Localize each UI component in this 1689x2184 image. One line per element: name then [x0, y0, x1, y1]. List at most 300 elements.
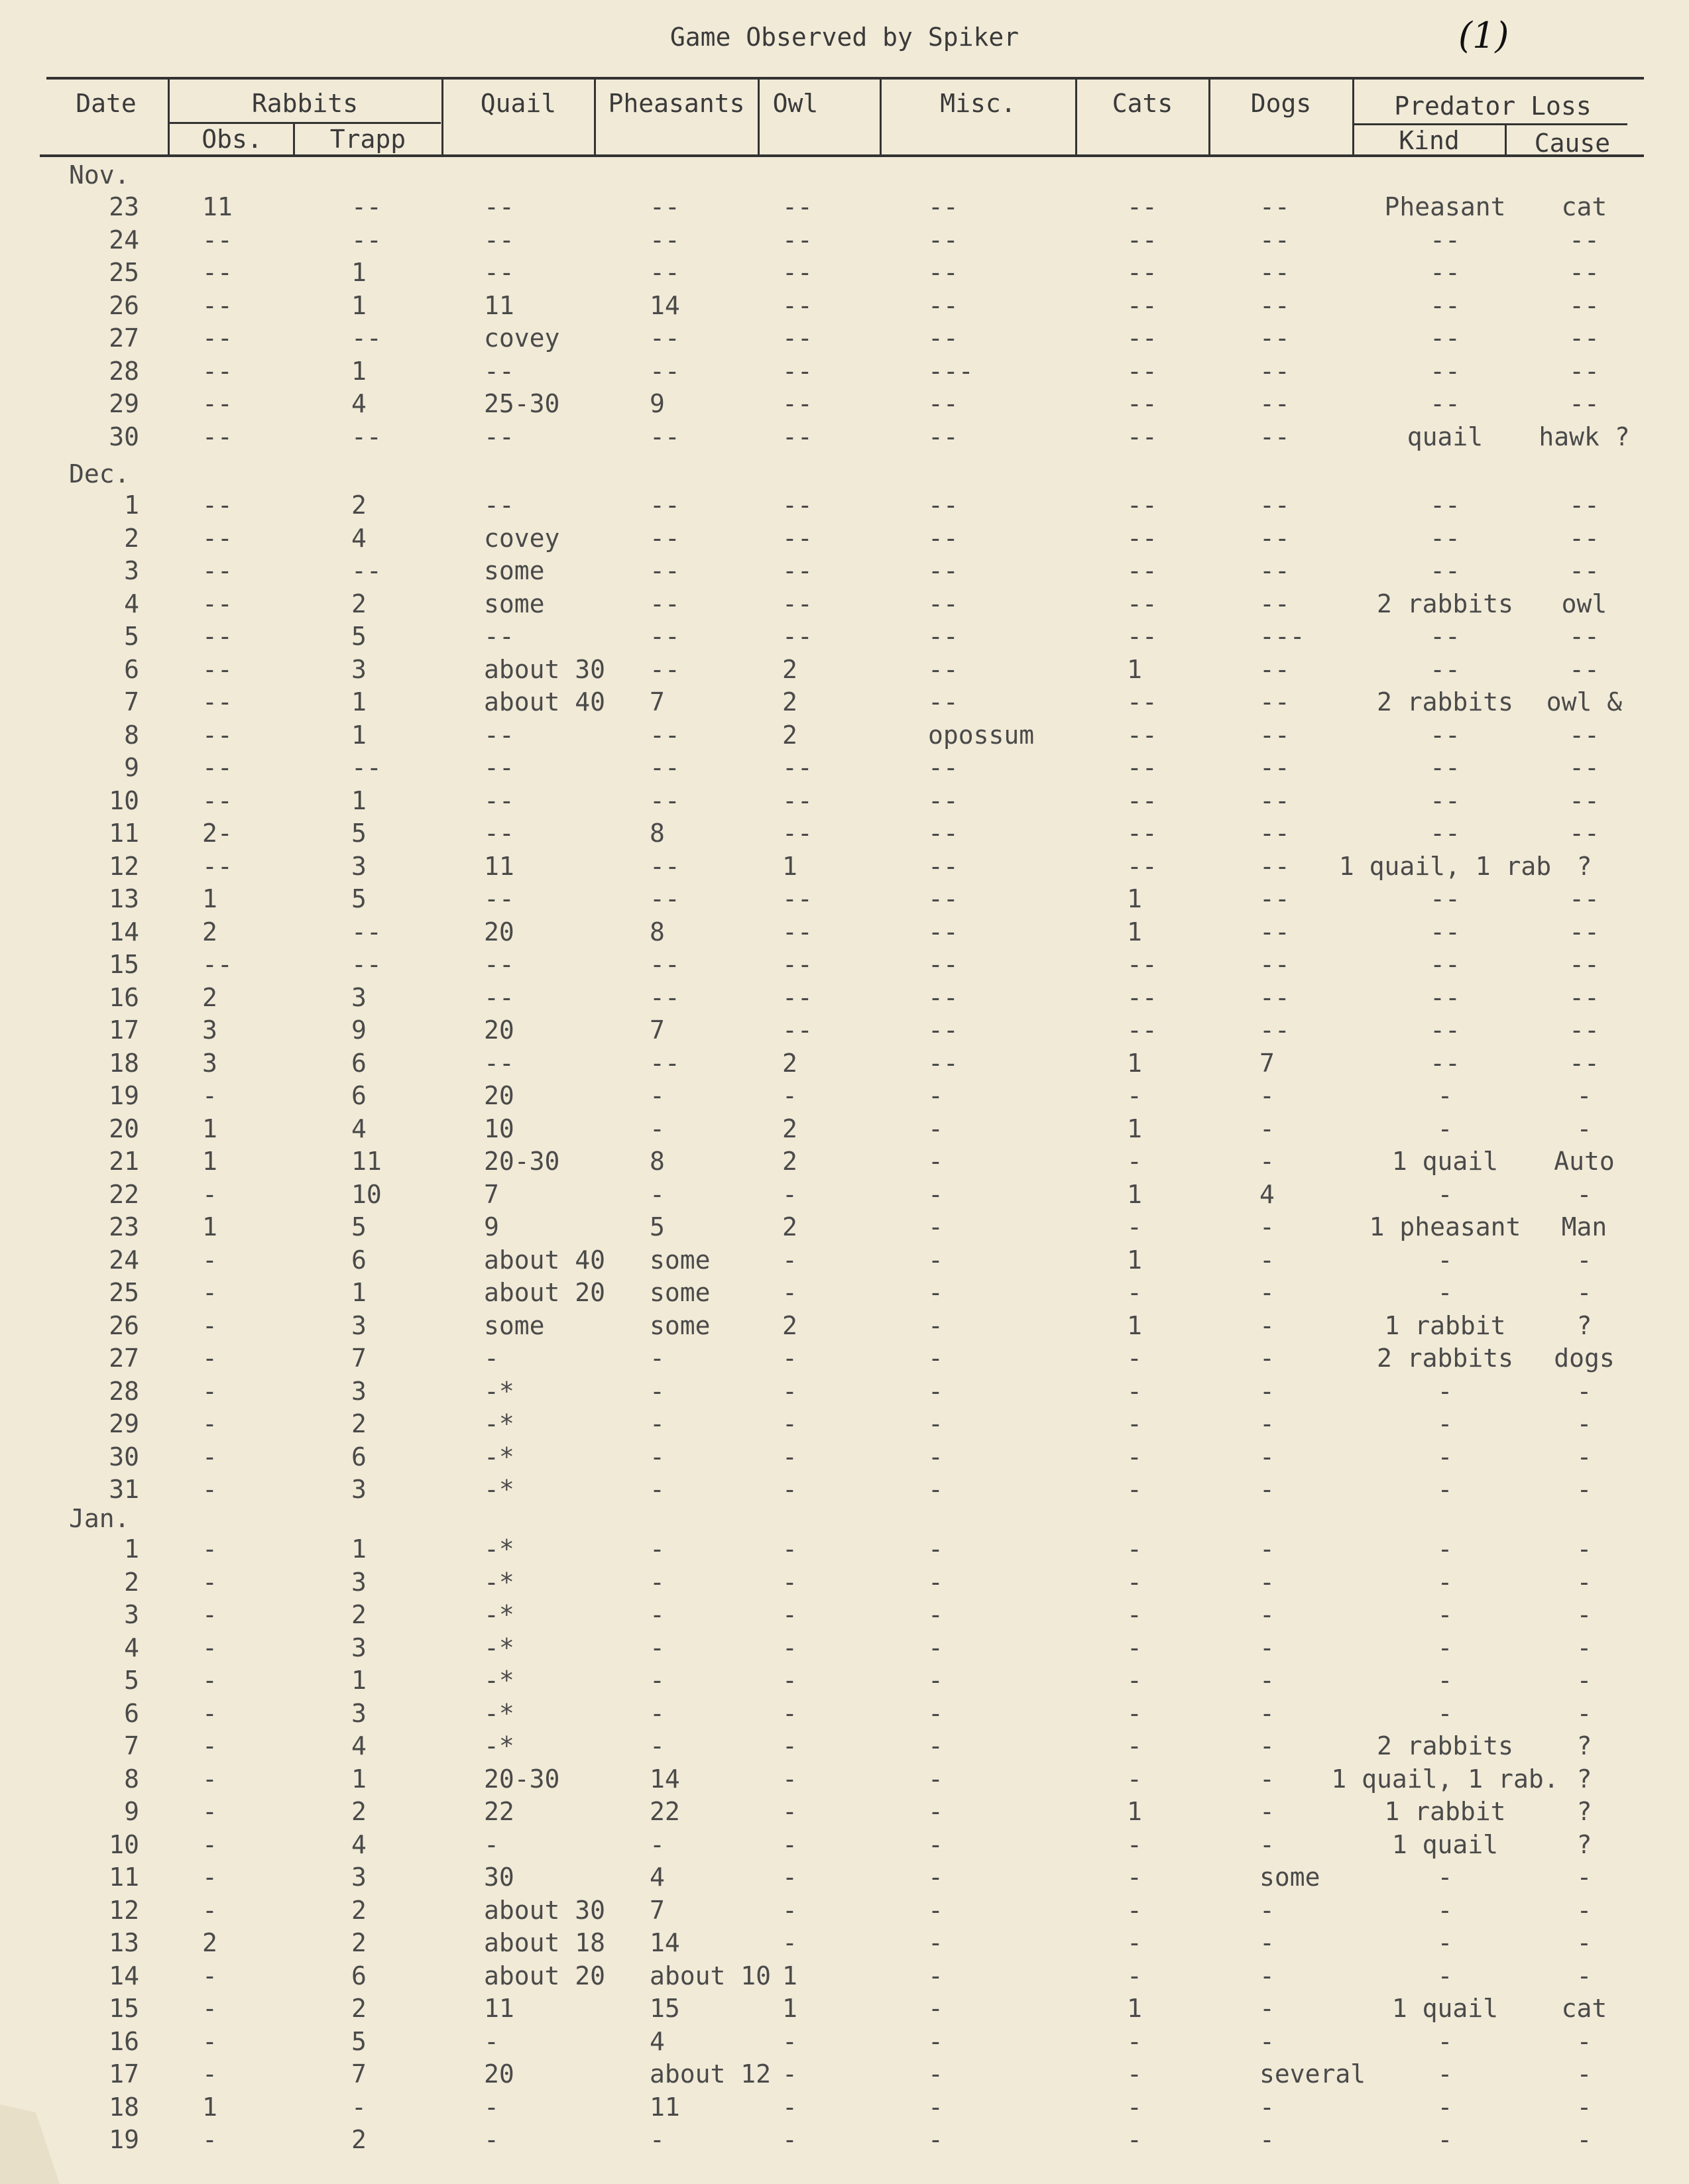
misc-cell: - [928, 1409, 943, 1438]
misc-cell: -- [928, 917, 959, 947]
table-row [0, 786, 1689, 818]
header-pheasants: Pheasants [608, 89, 745, 118]
table-row [0, 1409, 1689, 1441]
rabbits-obs-cell: - [202, 2026, 217, 2056]
date-cell: 6 [124, 654, 139, 684]
quail-cell: -* [484, 1409, 514, 1438]
pheasants-cell: - [650, 1442, 665, 1471]
quail-cell: 7 [484, 1179, 499, 1209]
loss-kind-cell: - [1437, 1633, 1453, 1662]
cats-cell: 1 [1127, 917, 1142, 947]
rabbits-obs-cell: -- [202, 356, 233, 386]
date-cell: 23 [109, 1212, 139, 1241]
rabbits-trapp-cell: 2 [351, 589, 367, 618]
date-cell: 3 [124, 1600, 139, 1629]
misc-cell: -- [928, 556, 959, 585]
misc-cell: -- [928, 490, 959, 520]
loss-cause-cell: -- [1569, 225, 1600, 255]
owl-cell: -- [782, 490, 813, 520]
loss-cause-cell: -- [1569, 356, 1600, 386]
loss-kind-cell: -- [1430, 389, 1460, 418]
owl-cell: 2 [782, 1114, 797, 1143]
table-row [0, 1049, 1689, 1080]
cats-cell: 1 [1127, 1310, 1142, 1340]
rabbits-trapp-cell: 2 [351, 1797, 367, 1826]
loss-kind-cell: -- [1430, 523, 1460, 553]
loss-cause-cell: cat [1561, 192, 1607, 221]
date-cell: 28 [109, 1376, 139, 1406]
loss-kind-cell: - [1437, 1600, 1453, 1629]
rabbits-obs-cell: - [202, 1278, 217, 1307]
cats-cell: - [1127, 1376, 1142, 1406]
cats-cell: 1 [1127, 1114, 1142, 1143]
rabbits-trapp-cell: 7 [351, 2059, 367, 2089]
dogs-cell: -- [1259, 490, 1290, 520]
loss-cause-cell: - [1576, 1666, 1592, 1695]
rabbits-trapp-cell: 1 [351, 258, 367, 287]
quail-cell: -* [484, 1475, 514, 1504]
table-row [0, 225, 1689, 257]
rabbits-obs-cell: -- [202, 523, 233, 553]
rabbits-trapp-cell: 9 [351, 1015, 367, 1045]
quail-cell: about 40 [484, 687, 606, 717]
rabbits-obs-cell: - [202, 1344, 217, 1373]
rabbits-obs-cell: -- [202, 589, 233, 618]
misc-cell: - [928, 1278, 943, 1307]
loss-kind-cell: - [1437, 1376, 1453, 1406]
loss-kind-cell: - [1437, 1179, 1453, 1209]
rabbits-sub-rule [169, 122, 441, 124]
cats-cell: -- [1127, 258, 1157, 287]
quail-cell: -- [484, 622, 514, 651]
date-cell: 13 [109, 1928, 139, 1957]
loss-cause-cell: - [1576, 1961, 1592, 1990]
quail-cell: 25-30 [484, 389, 560, 418]
misc-cell: - [928, 1600, 943, 1629]
header-date: Date [76, 89, 137, 118]
quail-cell: 11 [484, 1994, 514, 2023]
quail-cell: -- [484, 356, 514, 386]
loss-cause-cell: - [1576, 1179, 1592, 1209]
misc-cell: -- [928, 523, 959, 553]
rabbits-trapp-cell: 2 [351, 490, 367, 520]
month-label-nov: Nov. [69, 160, 130, 190]
loss-cause-cell: -- [1569, 654, 1600, 684]
pheasants-cell: -- [650, 323, 680, 353]
date-cell: 15 [109, 1994, 139, 2023]
rabbits-trapp-cell: 5 [351, 884, 367, 913]
owl-cell: - [782, 1666, 797, 1695]
cats-cell: - [1127, 1212, 1142, 1241]
quail-cell: 20 [484, 1081, 514, 1110]
owl-cell: - [782, 1278, 797, 1307]
cats-cell: -- [1127, 556, 1157, 585]
table-row [0, 1147, 1689, 1178]
date-cell: 7 [124, 1731, 139, 1760]
misc-cell: - [928, 2026, 943, 2056]
owl-cell: - [782, 1895, 797, 1925]
table-row [0, 357, 1689, 388]
rabbits-trapp-cell: -- [351, 225, 382, 255]
loss-kind-cell: -- [1430, 622, 1460, 651]
loss-cause-cell: -- [1569, 290, 1600, 320]
pheasants-cell: - [650, 1409, 665, 1438]
cats-cell: -- [1127, 422, 1157, 451]
loss-kind-cell: - [1437, 2125, 1453, 2154]
rabbits-obs-cell: 1 [202, 1212, 217, 1241]
table-row [0, 556, 1689, 588]
pheasants-cell: -- [650, 589, 680, 618]
rabbits-obs-cell: - [202, 1567, 217, 1597]
cats-cell: -- [1127, 290, 1157, 320]
quail-cell: covey [484, 523, 560, 553]
rabbits-obs-cell: - [202, 1409, 217, 1438]
rabbits-trapp-cell: 2 [351, 1994, 367, 2023]
loss-kind-cell: 1 rabbit [1384, 1797, 1506, 1826]
quail-cell: -* [484, 1534, 514, 1564]
misc-cell: -- [928, 654, 959, 684]
pheasants-cell: 8 [650, 917, 665, 947]
table-row [0, 1863, 1689, 1894]
date-cell: 5 [124, 622, 139, 651]
table-row [0, 687, 1689, 719]
pheasants-cell: - [650, 1179, 665, 1209]
loss-kind-cell: -- [1430, 258, 1460, 287]
owl-cell: - [782, 1797, 797, 1826]
misc-cell: - [928, 1994, 943, 2023]
dogs-cell: - [1259, 2026, 1275, 2056]
dogs-cell: -- [1259, 389, 1290, 418]
dogs-cell: -- [1259, 556, 1290, 585]
cats-cell: - [1127, 1928, 1142, 1957]
date-cell: 14 [109, 1961, 139, 1990]
table-row [0, 1764, 1689, 1796]
cats-cell: -- [1127, 753, 1157, 782]
misc-cell: - [928, 1212, 943, 1241]
owl-cell: 1 [782, 1994, 797, 2023]
loss-kind-cell: -- [1430, 720, 1460, 750]
owl-cell: - [782, 1376, 797, 1406]
loss-kind-cell: -- [1430, 654, 1460, 684]
rabbits-trapp-cell: 3 [351, 982, 367, 1012]
loss-kind-cell: -- [1430, 323, 1460, 353]
rabbits-obs-cell: - [202, 1179, 217, 1209]
pheasants-cell: - [650, 1600, 665, 1629]
rabbits-obs-cell: -- [202, 753, 233, 782]
quail-cell: -* [484, 1633, 514, 1662]
rabbits-obs-cell: - [202, 1731, 217, 1760]
quail-cell: 20 [484, 1015, 514, 1045]
owl-cell: -- [782, 389, 813, 418]
cats-cell: 1 [1127, 1797, 1142, 1826]
quail-cell: some [484, 1310, 545, 1340]
table-row [0, 1278, 1689, 1310]
loss-kind-cell: - [1437, 1475, 1453, 1504]
cats-cell: - [1127, 1863, 1142, 1892]
quail-cell: -* [484, 1666, 514, 1695]
table-row [0, 983, 1689, 1015]
rabbits-obs-cell: -- [202, 258, 233, 287]
date-cell: 26 [109, 1310, 139, 1340]
misc-cell: -- [928, 1015, 959, 1045]
date-cell: 27 [109, 1344, 139, 1373]
dogs-cell: - [1259, 1633, 1275, 1662]
owl-cell: - [782, 2026, 797, 2056]
cats-cell: - [1127, 1666, 1142, 1695]
cats-cell: 1 [1127, 884, 1142, 913]
owl-cell: 1 [782, 1961, 797, 1990]
loss-cause-cell: ? [1576, 1764, 1592, 1794]
misc-cell: - [928, 1475, 943, 1504]
owl-cell: - [782, 1179, 797, 1209]
loss-kind-cell: 1 quail [1391, 1829, 1499, 1859]
owl-cell: - [782, 1600, 797, 1629]
cats-cell: -- [1127, 785, 1157, 815]
loss-cause-cell: - [1576, 1863, 1592, 1892]
misc-cell: -- [928, 785, 959, 815]
rabbits-trapp-cell: 4 [351, 523, 367, 553]
cats-cell: - [1127, 2026, 1142, 2056]
pheasants-cell: - [650, 1698, 665, 1728]
rabbits-obs-cell: 1 [202, 2092, 217, 2122]
owl-cell: -- [782, 192, 813, 221]
owl-cell: -- [782, 225, 813, 255]
table-row [0, 1344, 1689, 1375]
dogs-cell: some [1259, 1863, 1320, 1892]
quail-cell: -* [484, 1567, 514, 1597]
loss-cause-cell: - [1576, 1409, 1592, 1438]
quail-cell: - [484, 1344, 499, 1373]
rabbits-trapp-cell: 1 [351, 1534, 367, 1564]
cats-cell: - [1127, 1534, 1142, 1564]
loss-kind-cell: - [1437, 2092, 1453, 2122]
date-cell: 2 [124, 1567, 139, 1597]
rabbits-obs-cell: - [202, 1961, 217, 1990]
dogs-cell: -- [1259, 819, 1290, 848]
table-row [0, 720, 1689, 752]
cats-cell: - [1127, 1081, 1142, 1110]
misc-cell: - [928, 1310, 943, 1340]
cats-cell: - [1127, 1344, 1142, 1373]
pheasants-cell: 7 [650, 1015, 665, 1045]
cats-cell: 1 [1127, 1245, 1142, 1275]
loss-cause-cell: -- [1569, 753, 1600, 782]
pheasants-cell: -- [650, 556, 680, 585]
owl-cell: - [782, 1409, 797, 1438]
loss-cause-cell: -- [1569, 950, 1600, 979]
page-title: Game Observed by Spiker [670, 23, 1019, 52]
table-row [0, 1245, 1689, 1277]
pheasants-cell: 4 [650, 1863, 665, 1892]
loss-cause-cell: - [1576, 1928, 1592, 1957]
dogs-cell: - [1259, 2125, 1275, 2154]
rabbits-obs-cell: - [202, 2125, 217, 2154]
cats-cell: - [1127, 1278, 1142, 1307]
misc-cell: - [928, 2059, 943, 2089]
loss-kind-cell: -- [1430, 950, 1460, 979]
owl-cell: - [782, 2092, 797, 2122]
cats-cell: - [1127, 1698, 1142, 1728]
owl-cell: -- [782, 556, 813, 585]
rabbits-trapp-cell: 4 [351, 1829, 367, 1859]
pheasants-cell: - [650, 1633, 665, 1662]
rabbits-trapp-cell: 11 [351, 1147, 382, 1176]
quail-cell: -* [484, 1442, 514, 1471]
cats-cell: - [1127, 1764, 1142, 1794]
loss-cause-cell: - [1576, 1442, 1592, 1471]
cats-cell: - [1127, 1961, 1142, 1990]
pheasants-cell: - [650, 1829, 665, 1859]
rabbits-obs-cell: - [202, 1442, 217, 1471]
owl-cell: 2 [782, 1212, 797, 1241]
rabbits-trapp-cell: 7 [351, 1344, 367, 1373]
month-label-dec: Dec. [69, 459, 130, 489]
dogs-cell: -- [1259, 356, 1290, 386]
loss-cause-cell: -- [1569, 258, 1600, 287]
date-cell: 4 [124, 589, 139, 618]
date-cell: 9 [124, 1797, 139, 1826]
misc-cell: opossum [928, 720, 1035, 750]
misc-cell: - [928, 1633, 943, 1662]
quail-cell: some [484, 589, 545, 618]
loss-kind-cell: 1 quail [1391, 1147, 1499, 1176]
misc-cell: -- [928, 687, 959, 717]
rabbits-obs-cell: - [202, 1475, 217, 1504]
rabbits-trapp-cell: -- [351, 917, 382, 947]
loss-cause-cell: - [1576, 1633, 1592, 1662]
cats-cell: -- [1127, 851, 1157, 881]
table-row [0, 1633, 1689, 1665]
date-cell: 6 [124, 1698, 139, 1728]
table-row [0, 1600, 1689, 1632]
dogs-cell: -- [1259, 753, 1290, 782]
owl-cell: - [782, 1829, 797, 1859]
rabbits-obs-cell: 1 [202, 1147, 217, 1176]
loss-cause-cell: - [1576, 1245, 1592, 1275]
date-cell: 13 [109, 884, 139, 913]
owl-cell: 2 [782, 1310, 797, 1340]
dogs-cell: - [1259, 1829, 1275, 1859]
owl-cell: -- [782, 982, 813, 1012]
pheasants-cell: - [650, 1376, 665, 1406]
rabbits-obs-cell: -- [202, 323, 233, 353]
date-cell: 29 [109, 1409, 139, 1438]
date-cell: 27 [109, 323, 139, 353]
table-row [0, 323, 1689, 355]
rabbits-obs-cell: -- [202, 422, 233, 451]
misc-cell: - [928, 2092, 943, 2122]
table-row [0, 258, 1689, 290]
rabbits-trapp-cell: 5 [351, 622, 367, 651]
misc-cell: - [928, 1567, 943, 1597]
table-row [0, 1180, 1689, 1212]
rabbits-trapp-cell: 4 [351, 1731, 367, 1760]
table-row [0, 1475, 1689, 1507]
rabbits-trapp-cell: - [351, 2092, 367, 2122]
quail-cell: -- [484, 258, 514, 287]
loss-cause-cell: - [1576, 2026, 1592, 2056]
table-row [0, 1830, 1689, 1862]
misc-cell: -- [928, 225, 959, 255]
loss-cause-cell: -- [1569, 785, 1600, 815]
misc-cell: -- [928, 819, 959, 848]
owl-cell: -- [782, 785, 813, 815]
date-cell: 22 [109, 1179, 139, 1209]
table-row [0, 917, 1689, 949]
pheasants-cell: - [650, 1567, 665, 1597]
owl-cell: - [782, 1764, 797, 1794]
rabbits-obs-cell: - [202, 1245, 217, 1275]
dogs-cell: 7 [1259, 1048, 1275, 1078]
loss-kind-cell: -- [1430, 819, 1460, 848]
pheasants-cell: some [650, 1278, 711, 1307]
pheasants-cell: some [650, 1245, 711, 1275]
pheasants-cell: -- [650, 523, 680, 553]
loss-kind-cell: -- [1430, 917, 1460, 947]
pheasants-cell: -- [650, 884, 680, 913]
loss-cause-cell: ? [1576, 1310, 1592, 1340]
pheasants-cell: 11 [650, 2092, 680, 2122]
cats-cell: - [1127, 1633, 1142, 1662]
rabbits-trapp-cell: 6 [351, 1048, 367, 1078]
misc-cell: - [928, 1081, 943, 1110]
misc-cell: - [928, 1666, 943, 1695]
rabbits-trapp-cell: -- [351, 422, 382, 451]
misc-cell: - [928, 1731, 943, 1760]
quail-cell: about 40 [484, 1245, 606, 1275]
month-label-jan: Jan. [69, 1504, 130, 1533]
loss-cause-cell: -- [1569, 523, 1600, 553]
pheasants-cell: -- [650, 950, 680, 979]
pheasants-cell: some [650, 1310, 711, 1340]
loss-kind-cell: 2 rabbits [1377, 589, 1513, 618]
cats-cell: - [1127, 2092, 1142, 2122]
owl-cell: -- [782, 258, 813, 287]
dogs-cell: -- [1259, 523, 1290, 553]
quail-cell: -- [484, 819, 514, 848]
cats-cell: -- [1127, 490, 1157, 520]
dogs-cell: - [1259, 1409, 1275, 1438]
dogs-cell: - [1259, 1994, 1275, 2023]
dogs-cell: 4 [1259, 1179, 1275, 1209]
cats-cell: -- [1127, 622, 1157, 651]
rabbits-obs-cell: 2 [202, 917, 217, 947]
cats-cell: -- [1127, 389, 1157, 418]
loss-cause-cell: cat [1561, 1994, 1607, 2023]
dogs-cell: -- [1259, 982, 1290, 1012]
misc-cell: -- [928, 589, 959, 618]
loss-cause-cell: ? [1576, 1731, 1592, 1760]
quail-cell: -- [484, 490, 514, 520]
rabbits-obs-cell: 2 [202, 1928, 217, 1957]
pheasants-cell: -- [650, 192, 680, 221]
loss-cause-cell: -- [1569, 490, 1600, 520]
table-row [0, 1961, 1689, 1993]
rabbits-trapp-cell: 2 [351, 2125, 367, 2154]
dogs-cell: -- [1259, 654, 1290, 684]
loss-kind-cell: -- [1430, 225, 1460, 255]
cats-cell: - [1127, 2059, 1142, 2089]
rabbits-trapp-cell: -- [351, 950, 382, 979]
loss-cause-cell: ? [1576, 1797, 1592, 1826]
pheasants-cell: -- [650, 356, 680, 386]
loss-kind-cell: 1 pheasant [1369, 1212, 1521, 1241]
misc-cell: -- [928, 1048, 959, 1078]
rabbits-obs-cell: - [202, 1797, 217, 1826]
owl-cell: -- [782, 1015, 813, 1045]
dogs-cell: - [1259, 2092, 1275, 2122]
loss-cause-cell: owl [1561, 589, 1607, 618]
